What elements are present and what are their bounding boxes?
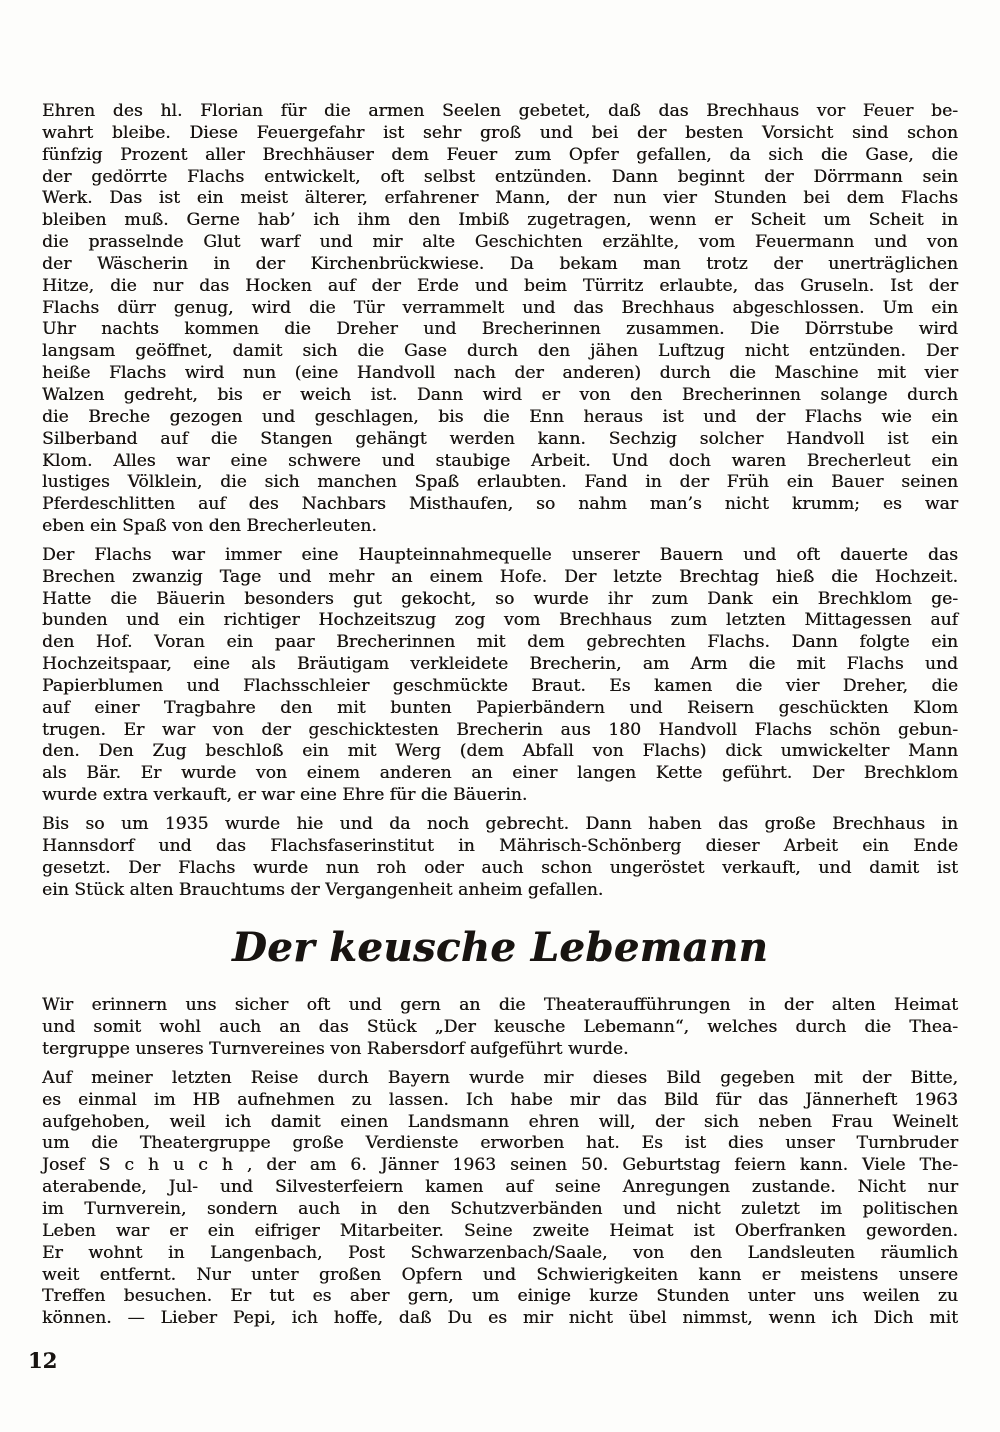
text-line: Er wohnt in Langenbach, Post Schwarzenbach/Saale, von den Landsleuten räumlich xyxy=(42,1242,958,1263)
text-line: Bis so um 1935 wurde hie und da noch gebrecht. Dann haben das große Brechhaus in xyxy=(42,814,958,834)
article-flachsbrechen-text xyxy=(42,101,958,901)
text-line: als Bär. Er wurde von einem anderen an einer langen Kette geführt. Der Brechklom xyxy=(42,763,958,784)
page-number: 12 xyxy=(28,1348,58,1373)
text-line: Der Flachs war immer eine Haupteinnahmequelle unserer Bauern und oft dauerte das xyxy=(42,544,958,565)
paragraph xyxy=(42,995,958,1061)
text-line: im Turnverein, sondern auch in den Schutzverbänden und nicht zuletzt im politischen xyxy=(42,1198,958,1219)
text-block xyxy=(42,101,958,1337)
text-line: wahrt bleibe. Diese Feuergefahr ist sehr groß und bei der besten Vorsicht sind schon xyxy=(42,122,958,143)
text-line: es einmal im HB aufnehmen zu lassen. Ich habe mir das Bild für das Jännerheft 1963 xyxy=(42,1089,958,1110)
text-line: auf einer Tragbahre den mit bunten Papierbändern und Reisern geschückten Klom xyxy=(42,697,958,718)
text-line: Hatte die Bäuerin besonders gut gekocht, so wurde ihr zum Dank ein Brechklom ge- xyxy=(42,588,958,609)
text-line: Hannsdorf und das Flachsfaserinstitut in Mährisch-Schönberg dieser Arbeit ein Ende xyxy=(42,835,958,856)
paragraph xyxy=(42,545,958,807)
text-line: die prasselnde Glut warf und mir alte Geschichten erzählte, vom Feuermann und von xyxy=(42,232,958,253)
text-line: eben ein Spaß von den Brecherleuten. xyxy=(42,516,377,537)
text-line: langsam geöffnet, damit sich die Gase durch den jähen Luftzug nicht entzünden. Der xyxy=(42,341,958,362)
text-line: Treffen besuchen. Er tut es aber gern, um einige kurze Stunden unter uns weilen zu xyxy=(42,1286,958,1307)
text-line: Brechen zwanzig Tage und mehr an einem Hofe. Der letzte Brechtag hieß die Hochzeit. xyxy=(42,566,958,587)
text-line: aufgehoben, weil ich damit einen Landsmann ehren will, der sich neben Frau Weinelt xyxy=(42,1111,958,1132)
text-line: Papierblumen und Flachsschleier geschmückte Braut. Es kamen die vier Dreher, die xyxy=(42,675,958,696)
article-title: Der keusche Lebemann xyxy=(231,924,769,972)
text-line: um die Theatergruppe große Verdienste erworben hat. Es ist dies unser Turnbruder xyxy=(42,1133,958,1154)
paragraph xyxy=(42,1068,958,1330)
text-line: Pferdeschlitten auf des Nachbars Misthaufen, so nahm man’s nicht krumm; es war xyxy=(42,494,958,515)
text-line: den Hof. Voran ein paar Brecherinnen mit dem gebrechten Flachs. Dann folgte ein xyxy=(42,632,958,653)
text-line: die Breche gezogen und geschlagen, bis die Enn heraus ist und der Flachs wie ein xyxy=(42,406,958,427)
text-line: Werk. Das ist ein meist älterer, erfahrener Mann, der nun vier Stunden bei dem Flachs xyxy=(42,188,958,209)
text-line: bunden und ein richtiger Hochzeitszug zog vom Brechhaus zum letzten Mittagessen auf xyxy=(42,610,958,631)
text-line: lustiges Völklein, die sich manchen Spaß erlaubten. Fand in der Früh ein Bauer seinen xyxy=(42,472,958,493)
text-line: weit entfernt. Nur unter großen Opfern und Schwierigkeiten kann er meistens unsere xyxy=(42,1264,958,1285)
text-line: fünfzig Prozent aller Brechhäuser dem Feuer zum Opfer gefallen, da sich die Gase, die xyxy=(42,144,958,165)
text-line: Flachs dürr genug, wird die Tür verrammelt und das Brechhaus abgeschlossen. Um ein xyxy=(42,297,958,318)
text-line: Wir erinnern uns sicher oft und gern an die Theateraufführungen in der alten Heimat xyxy=(42,995,958,1016)
text-line: Hitze, die nur das Hocken auf der Erde und beim Türritz erlaubte, das Gruseln. Ist der xyxy=(42,275,958,296)
text-line: wurde extra verkauft, er war eine Ehre für die Bäuerin. xyxy=(42,785,528,806)
text-line: Hochzeitspaar, eine als Bräutigam verkleidete Brecherin, am Arm die mit Flachs und xyxy=(42,654,958,675)
text-line: gesetzt. Der Flachs wurde nun roh oder auch schon ungeröstet verkauft, und damit ist xyxy=(42,857,958,878)
paragraph xyxy=(42,101,958,538)
text-line: der gedörrte Flachs entwickelt, oft selbst entzünden. Dann beginnt der Dörrmann sein xyxy=(42,166,958,187)
text-line: bleiben muß. Gerne hab’ ich ihm den Imbiß zugetragen, wenn er Scheit um Scheit in xyxy=(42,210,958,231)
paragraph xyxy=(42,814,958,901)
text-line: können. — Lieber Pepi, ich hoffe, daß Du es mir nicht übel nimmst, wenn ich Dich mit xyxy=(42,1308,958,1329)
text-line: Auf meiner letzten Reise durch Bayern wurde mir dieses Bild gegeben mit der Bitte, xyxy=(42,1067,958,1088)
text-line: Uhr nachts kommen die Dreher und Brecherinnen zusammen. Die Dörrstube wird xyxy=(42,319,958,340)
text-line: ein Stück alten Brauchtums der Vergangenheit anheim gefallen. xyxy=(42,879,604,900)
text-line: Klom. Alles war eine schwere und staubige Arbeit. Und doch waren Brecherleut ein xyxy=(42,450,958,471)
text-line: aterabende, Jul- und Silvesterfeiern kamen auf seine Anregungen zustande. Nicht nur xyxy=(42,1177,958,1198)
text-line: tergruppe unseres Turnvereines von Rabersdorf aufgeführt wurde. xyxy=(42,1039,629,1060)
text-line: trugen. Er war von der geschicktesten Brecherin aus 180 Handvoll Flachs schön gebun- xyxy=(42,719,958,740)
text-line: und somit wohl auch an das Stück „Der keusche Lebemann“, welches durch die Thea- xyxy=(42,1017,958,1038)
text-line: Leben war er ein eifriger Mitarbeiter. Seine zweite Heimat ist Oberfranken geworden. xyxy=(42,1220,958,1241)
article-lebemann-text xyxy=(42,995,958,1330)
text-line: Ehren des hl. Florian für die armen Seelen gebetet, daß das Brechhaus vor Feuer be- xyxy=(42,101,958,121)
text-line: Josef S c h u c h , der am 6. Jänner 1963 seinen 50. Geburtstag feiern kann. Viele The- xyxy=(42,1155,958,1176)
text-line: der Wäscherin in der Kirchenbrückwiese. Da bekam man trotz der unerträglichen xyxy=(42,253,958,274)
text-line: Silberband auf die Stangen gehängt werden kann. Sechzig solcher Handvoll ist ein xyxy=(42,428,958,449)
text-line: Walzen gedreht, bis er weich ist. Dann wird er von den Brecherinnen solange durch xyxy=(42,384,958,405)
text-line: heiße Flachs wird nun (eine Handvoll nach der anderen) durch die Maschine mit vier xyxy=(42,363,958,384)
text-line: den. Den Zug beschloß ein mit Werg (dem Abfall von Flachs) dick umwickelter Mann xyxy=(42,741,958,762)
